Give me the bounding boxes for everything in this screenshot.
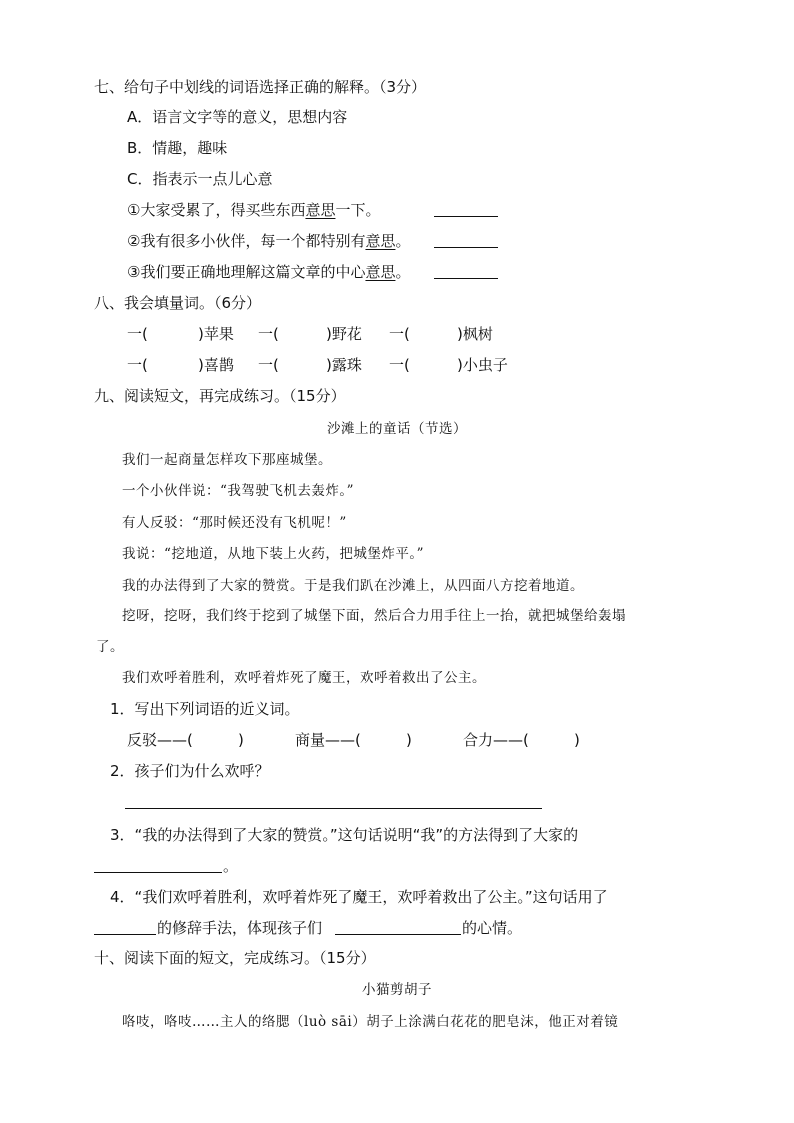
passage-title: 沙滩上的童话（节选）: [327, 421, 467, 437]
synonym-item: 反驳——(: [127, 731, 193, 749]
passage-line: 有人反驳：“那时候还没有飞机呢！”: [122, 515, 347, 531]
synonym-close: ): [574, 731, 580, 749]
q7-item-3-word: 意思: [365, 263, 396, 281]
question-4-mid: 的修辞手法，体现孩子们: [157, 919, 323, 937]
measure-word-cell: 一(: [389, 356, 410, 374]
measure-word-noun: )枫树: [457, 325, 493, 343]
passage-line: 我说：“挖地道，从地下装上火药，把城堡炸平。”: [122, 546, 425, 562]
option-a: A．语言文字等的意义，思想内容: [127, 108, 348, 126]
measure-word-noun: )苹果: [198, 325, 234, 343]
question-4-answer-line-1[interactable]: [94, 920, 156, 935]
q7-item-1-word: 意思: [305, 201, 336, 219]
question-3-end: 。: [223, 857, 239, 875]
passage-line: 我们一起商量怎样攻下那座城堡。: [122, 452, 332, 468]
q7-item-2: [127, 231, 410, 251]
q7-item-3-post: 。: [395, 263, 411, 281]
measure-word-cell: 一(: [389, 325, 410, 343]
passage-line: 我们欢呼着胜利，欢呼着炸死了魔王，欢呼着救出了公主。: [122, 670, 486, 686]
passage-line: 咯吱，咯吱……主人的络腮（luò sāi）胡子上涂满白花花的肥皂沫，他正对着镜: [122, 1014, 619, 1030]
passage-line: 一个小伙伴说：“我驾驶飞机去轰炸。”: [122, 483, 355, 499]
measure-word-noun: )小虫子: [457, 356, 508, 374]
q7-item-2-pre: ②我有很多小伙伴，每一个都特别有: [127, 232, 366, 250]
question-2: 2．孩子们为什么欢呼？: [110, 762, 270, 780]
synonym-item: 合力——(: [463, 731, 529, 749]
measure-word-cell: 一(: [258, 325, 279, 343]
measure-word-cell: 一(: [127, 325, 148, 343]
q7-item-1-post: 一下。: [335, 201, 381, 219]
measure-word-noun: )野花: [326, 325, 362, 343]
q7-item-1: [127, 200, 380, 220]
q7-item-3: [127, 262, 410, 282]
synonym-item: 商量——(: [295, 731, 361, 749]
q7-item-3-pre: ③我们要正确地理解这篇文章的中心: [127, 263, 366, 281]
passage-line: 我的办法得到了大家的赞赏。于是我们趴在沙滩上，从四面八方挖着地道。: [122, 578, 584, 594]
section-9-title: 九、阅读短文，再完成练习。（15分）: [94, 387, 346, 405]
question-4-end: 的心情。: [462, 919, 523, 937]
question-1: 1．写出下列词语的近义词。: [110, 700, 300, 718]
passage-title: 小猫剪胡子: [362, 982, 432, 998]
q7-answer-blank-2[interactable]: [434, 233, 498, 248]
question-4: 4．“我们欢呼着胜利，欢呼着炸死了魔王，欢呼着救出了公主。”这句话用了: [110, 888, 608, 906]
synonym-close: ): [238, 731, 244, 749]
option-c: C．指表示一点儿心意: [127, 170, 273, 188]
question-4-answer-line-2[interactable]: [335, 920, 461, 935]
measure-word-noun: )露珠: [326, 356, 362, 374]
q7-item-2-word: 意思: [365, 232, 396, 250]
section-7-title: 七、给句子中划线的词语选择正确的解释。（3分）: [94, 78, 427, 96]
q7-item-2-post: 。: [395, 232, 411, 250]
passage-line: 挖呀，挖呀，我们终于挖到了城堡下面，然后合力用手往上一抬，就把城堡给轰塌: [122, 608, 626, 624]
question-2-answer-line[interactable]: [125, 794, 542, 809]
synonym-close: ): [406, 731, 412, 749]
section-8-title: 八、我会填量词。（6分）: [94, 294, 262, 312]
measure-word-cell: 一(: [258, 356, 279, 374]
measure-word-cell: 一(: [127, 356, 148, 374]
q7-item-1-pre: ①大家受累了，得买些东西: [127, 201, 306, 219]
question-3-answer-line[interactable]: [94, 858, 222, 873]
measure-word-noun: )喜鹊: [198, 356, 234, 374]
passage-line: 了。: [96, 639, 124, 655]
q7-answer-blank-1[interactable]: [434, 202, 498, 217]
option-b: B．情趣，趣味: [127, 139, 228, 157]
question-3: 3．“我的办法得到了大家的赞赏。”这句话说明“我”的方法得到了大家的: [110, 826, 579, 844]
section-10-title: 十、阅读下面的短文，完成练习。（15分）: [94, 949, 376, 967]
q7-answer-blank-3[interactable]: [434, 264, 498, 279]
